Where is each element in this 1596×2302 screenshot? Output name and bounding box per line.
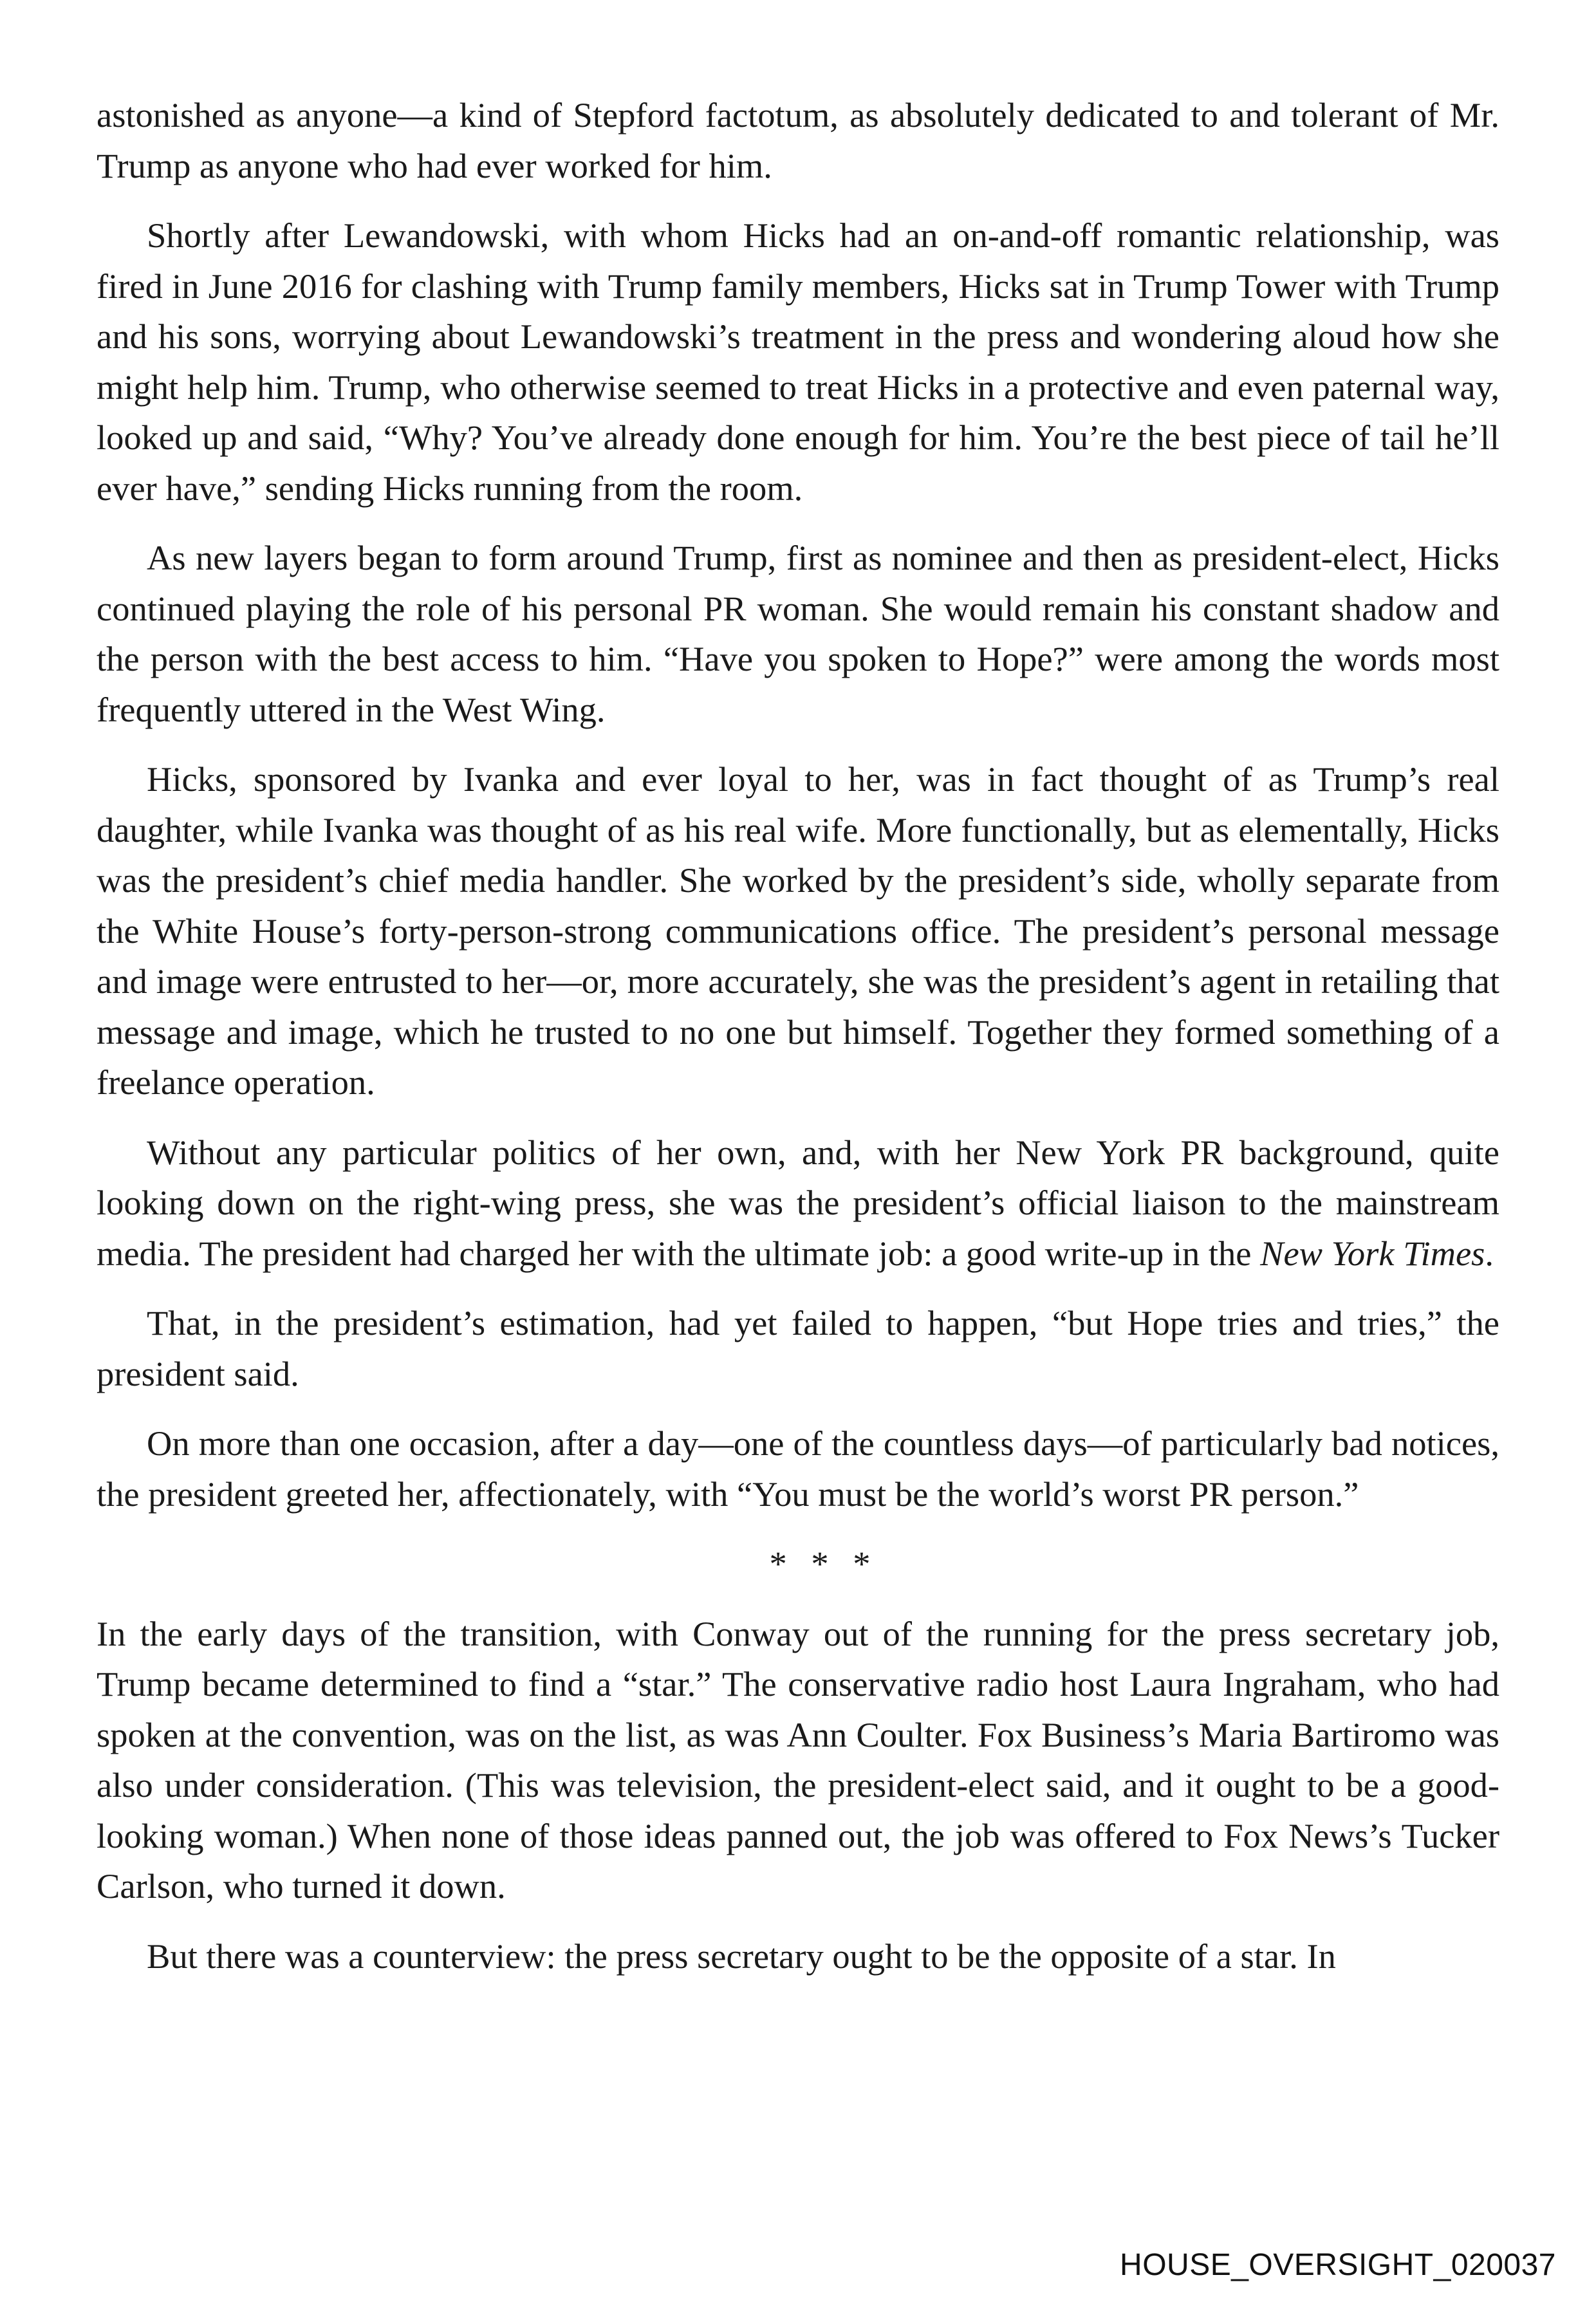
paragraph-4: Hicks, sponsored by Ivanka and ever loyal to her, was in fact thought of as Trump’s real daughter, while Ivanka was thought of as his real wife. More functionally, but as elementally, Hicks was the president’s chief media handler. She worked by the president’s side, wholly separate from the White House’s forty-person-strong communications office. The president’s personal message and image were entrusted to her—or, more accurately, she was the president’s agent in retailing that message and image, which he trusted to no one but himself. Together they formed something of a freelance operation. [97,759,1499,1102]
document-id-footer: HOUSE_OVERSIGHT_020037 [1120,2248,1556,2282]
paragraph-1: astonished as anyone—a kind of Stepford factotum, as absolutely dedicated to and tolerant of Mr. Trump as anyone who had ever worked for him. [97,95,1499,185]
paragraph-6: That, in the president’s estimation, had yet failed to happen, “but Hope tries and tries,” the president said. [97,1303,1499,1393]
paragraph-8: In the early days of the transition, with Conway out of the running for the press secretary job, Trump became determined to find a “star.” The conservative radio host Laura Ingraham, who had spoken at the convention, was on the list, as was Ann Coulter. Fox Business’s Maria Bartiromo was also under consideration. (This was television, the president-elect said, and it ought to be a good-looking woman.) When none of those ideas panned out, the job was offered to Fox News’s Tucker Carlson, who turned it down. [97,1613,1499,1906]
paragraph-5 [97,1128,1499,1279]
paragraph-9: But there was a counterview: the press secretary ought to be the opposite of a star. In [147,1936,1336,1976]
scene-break: * * * [769,1544,878,1583]
paragraph-5-text: Without any particular politics of her own, and, with her New York PR background, quite looking down on the right-wing press, she was the president’s official liaison to the mainstream media. The president had charged her with the ultimate job: a good write-up in the [97,1132,1499,1273]
paragraph-3: As new layers began to form around Trump, first as nominee and then as president-elect, Hicks continued playing the role of his personal PR woman. She would remain his constant shadow and the person with the best access to him. “Have you spoken to Hope?” were among the words most frequently uttered in the West Wing. [97,538,1499,729]
publication-title: New York Times [1260,1233,1485,1273]
paragraph-5-end: . [1485,1233,1494,1273]
page-body [97,90,1499,2001]
paragraph-7: On more than one occasion, after a day—one of the countless days—of particularly bad notices, the president greeted her, affectionately, with “You must be the world’s worst PR person.” [97,1424,1499,1514]
paragraph-2: Shortly after Lewandowski, with whom Hicks had an on-and-off romantic relationship, was fired in June 2016 for clashing with Trump family members, Hicks sat in Trump Tower with Trump and his sons, worrying about Lewandowski’s treatment in the press and wondering aloud how she might help him. Trump, who otherwise seemed to treat Hicks in a protective and even paternal way, looked up and said, “Why? You’ve already done enough for him. You’re the best piece of tail he’ll ever have,” sending Hicks running from the room. [97,216,1499,508]
